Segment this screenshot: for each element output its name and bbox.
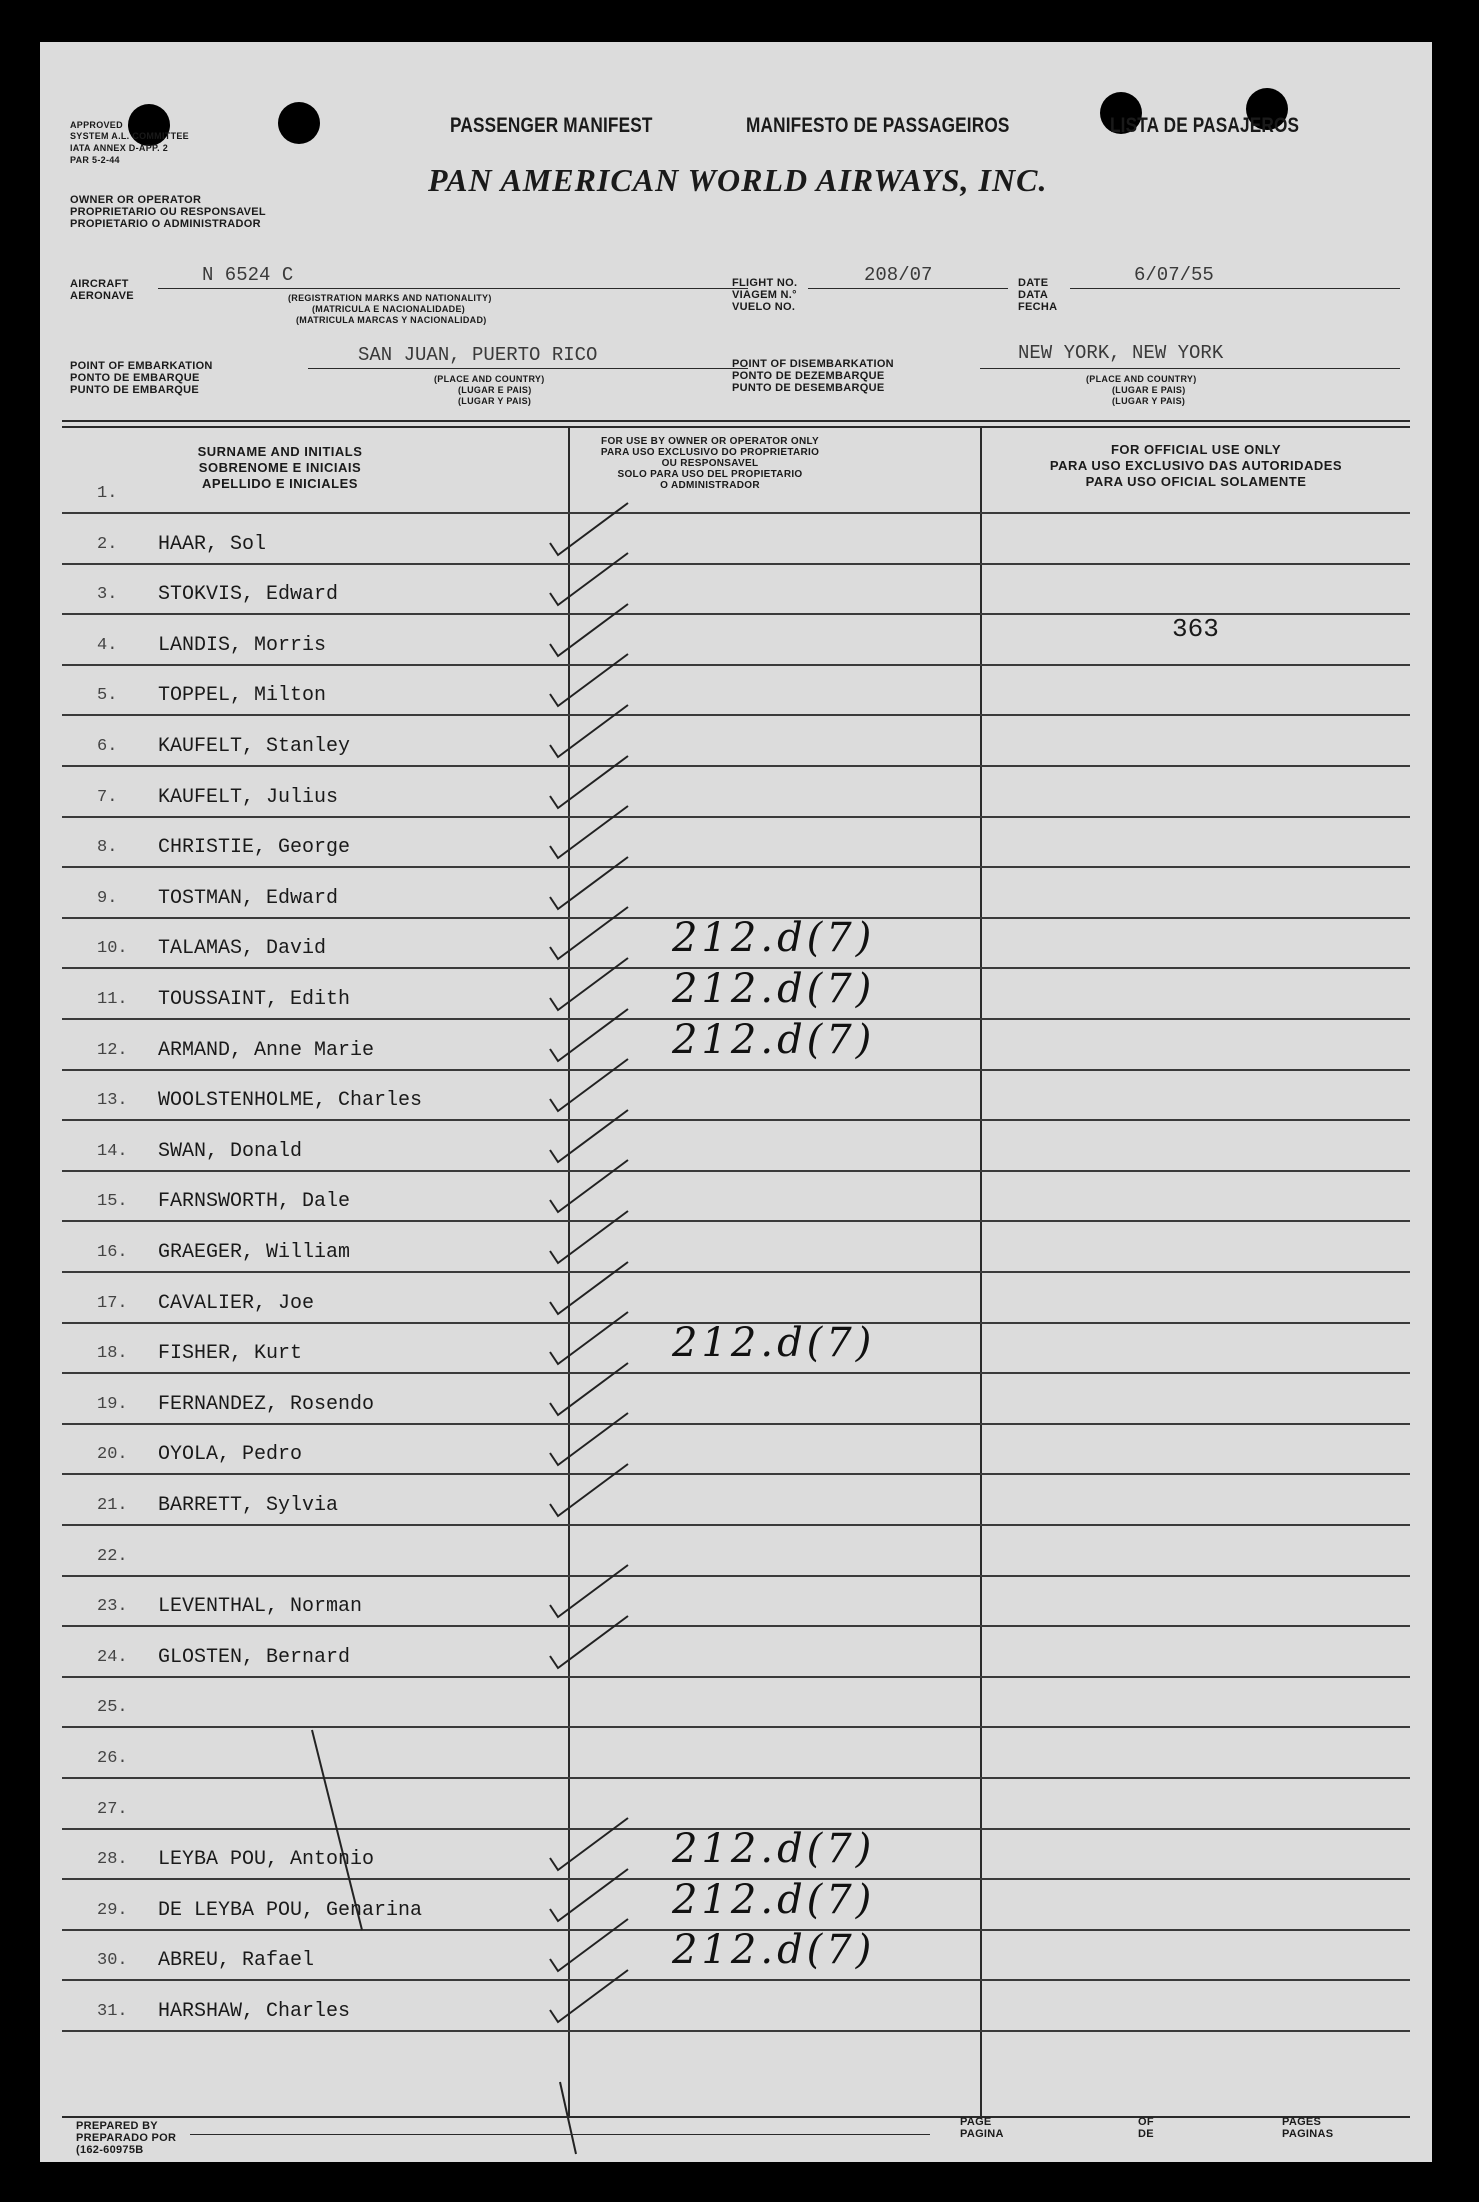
checkmark-icon <box>550 1262 628 1314</box>
checkmark-icon <box>550 1160 628 1212</box>
embarkation-label: PONTO DE EMBARQUE <box>70 372 200 384</box>
checkmark-icon <box>550 1312 628 1364</box>
passenger-name: FERNANDEZ, Rosendo <box>158 1393 375 1416</box>
checkmark-icon <box>550 756 628 808</box>
disembarkation-label: PUNTO DE DESEMBARQUE <box>732 382 885 394</box>
checkmark-icon <box>550 553 628 605</box>
passenger-name: STOKVIS, Edward <box>158 583 339 606</box>
row-number: 26. <box>97 1749 128 1768</box>
passenger-name: TOPPEL, Milton <box>158 684 327 707</box>
checkmark-icon <box>550 1464 628 1516</box>
checkmark-icon <box>550 857 628 909</box>
status-note: 212.d(7) <box>672 1017 876 1063</box>
of-label: DE <box>1138 2128 1154 2140</box>
row-number: 20. <box>97 1445 128 1464</box>
passenger-name: KAUFELT, Stanley <box>158 735 351 758</box>
owner-label: OWNER OR OPERATOR <box>70 194 202 206</box>
passenger-name: OYOLA, Pedro <box>158 1443 303 1466</box>
prepared-underline <box>190 2134 930 2135</box>
disembarkation-label: PONTO DE DEZEMBARQUE <box>732 370 885 382</box>
checkmark-icon <box>550 1211 628 1263</box>
passenger-name: GRAEGER, William <box>158 1241 351 1264</box>
row-number: 27. <box>97 1800 128 1819</box>
passenger-name: TOSTMAN, Edward <box>158 887 339 910</box>
checkmark-icon <box>550 705 628 757</box>
column-header-line: SURNAME AND INITIALS <box>197 444 363 459</box>
title-portuguese: MANIFESTO DE PASSAGEIROS <box>746 114 1010 137</box>
manifest-page <box>40 42 1432 2162</box>
passenger-name: WOOLSTENHOLME, Charles <box>158 1089 423 1112</box>
pages-label: PAGINAS <box>1282 2128 1334 2140</box>
official-number: 363 <box>1172 614 1219 644</box>
status-note: 212.d(7) <box>672 1826 876 1872</box>
footer-rule <box>62 2116 1410 2118</box>
passenger-name: CAVALIER, Joe <box>158 1292 315 1315</box>
checkmark-icon <box>550 1970 628 2022</box>
disembarkation-sublabel: (PLACE AND COUNTRY) <box>1086 374 1197 384</box>
row-number: 9. <box>97 889 118 908</box>
checkmark-icon <box>550 1413 628 1465</box>
row-number: 1. <box>97 484 118 503</box>
aircraft-sublabel: (MATRICULA MARCAS Y NACIONALIDAD) <box>296 315 487 325</box>
passenger-name: LEVENTHAL, Norman <box>158 1595 363 1618</box>
date-label: FECHA <box>1018 301 1058 313</box>
airline-name: PAN AMERICAN WORLD AIRWAYS, INC. <box>428 162 1048 198</box>
passenger-name: FISHER, Kurt <box>158 1342 303 1365</box>
page-label: PAGINA <box>960 2128 1004 2140</box>
row-number: 5. <box>97 686 118 705</box>
checkmark-icon <box>550 1565 628 1617</box>
checkmark-icon <box>550 1009 628 1061</box>
passenger-name: BARRETT, Sylvia <box>158 1494 339 1517</box>
passenger-name: CHRISTIE, George <box>158 836 351 859</box>
status-note: 212.d(7) <box>672 1877 876 1923</box>
approval-line: IATA ANNEX D-APP. 2 <box>70 143 169 153</box>
passenger-name: TALAMAS, David <box>158 937 327 960</box>
column-header-line: SOLO PARA USO DEL PROPIETARIO <box>617 469 803 480</box>
passenger-name: KAUFELT, Julius <box>158 786 339 809</box>
column-header-line: FOR OFFICIAL USE ONLY <box>1110 442 1282 457</box>
row-number: 22. <box>97 1547 128 1566</box>
owner-label: PROPRIETARIO OU RESPONSAVEL <box>70 206 266 218</box>
checkmark-icon <box>550 1363 628 1415</box>
passenger-name: SWAN, Donald <box>158 1140 303 1163</box>
date-label: DATA <box>1018 289 1049 301</box>
row-number: 14. <box>97 1142 128 1161</box>
owner-label: PROPIETARIO O ADMINISTRADOR <box>70 218 261 230</box>
row-number: 23. <box>97 1597 128 1616</box>
checkmark-icon <box>550 503 628 555</box>
status-note: 212.d(7) <box>672 966 876 1012</box>
passenger-name: TOUSSAINT, Edith <box>158 988 351 1011</box>
checkmark-icon <box>550 1616 628 1668</box>
row-number: 31. <box>97 2002 128 2021</box>
embarkation-value: SAN JUAN, PUERTO RICO <box>358 344 598 366</box>
checkmark-icon <box>550 1110 628 1162</box>
column-header-line: FOR USE BY OWNER OR OPERATOR ONLY <box>601 436 819 447</box>
aircraft-label: AIRCRAFT <box>70 278 129 290</box>
approval-line: SYSTEM A.L. COMMITTEE <box>70 131 189 141</box>
aircraft-value: N 6524 C <box>202 264 294 286</box>
row-number: 15. <box>97 1192 128 1211</box>
checkmark-icon <box>550 604 628 656</box>
embarkation-sublabel: (PLACE AND COUNTRY) <box>434 374 545 384</box>
flight-label: FLIGHT NO. <box>732 277 798 289</box>
row-number: 16. <box>97 1243 128 1262</box>
column-header-line: OU RESPONSAVEL <box>661 458 759 469</box>
embarkation-label: POINT OF EMBARKATION <box>70 360 213 372</box>
row-number: 3. <box>97 585 118 604</box>
row-number: 21. <box>97 1496 128 1515</box>
embarkation-label: PUNTO DE EMBARQUE <box>70 384 199 396</box>
row-number: 19. <box>97 1395 128 1414</box>
checkmark-icon <box>550 1919 628 1971</box>
passenger-name: ABREU, Rafael <box>158 1949 315 1972</box>
checkmark-icon <box>550 958 628 1010</box>
row-number: 30. <box>97 1951 128 1970</box>
embarkation-sublabel: (LUGAR Y PAIS) <box>458 396 532 406</box>
column-header-line: O ADMINISTRADOR <box>660 480 760 491</box>
approval-line: PAR 5-2-44 <box>70 155 120 165</box>
checkmark-icon <box>550 907 628 959</box>
pages-label: PAGES <box>1282 2116 1322 2128</box>
of-label: OF <box>1138 2116 1154 2128</box>
prepared-label: PREPARED BY <box>76 2120 158 2132</box>
row-number: 29. <box>97 1901 128 1920</box>
flight-value: 208/07 <box>864 264 933 286</box>
flight-label: VIAGEM N.° <box>732 289 797 301</box>
row-number: 7. <box>97 788 118 807</box>
column-header-line: PARA USO EXCLUSIVO DO PROPRIETARIO <box>600 447 820 458</box>
row-number: 28. <box>97 1850 128 1869</box>
row-number: 8. <box>97 838 118 857</box>
row-number: 10. <box>97 939 128 958</box>
checkmark-icon <box>550 1059 628 1111</box>
date-label: DATE <box>1018 277 1049 289</box>
form-number: (162-60975B <box>76 2144 144 2156</box>
embarkation-sublabel: (LUGAR E PAIS) <box>458 385 532 395</box>
title-spanish: LISTA DE PASAJEROS <box>1110 114 1300 137</box>
row-number: 11. <box>97 990 128 1009</box>
row-number: 24. <box>97 1648 128 1667</box>
passenger-name: FARNSWORTH, Dale <box>158 1190 351 1213</box>
row-number: 18. <box>97 1344 128 1363</box>
row-number: 13. <box>97 1091 128 1110</box>
page-label: PAGE <box>960 2116 992 2128</box>
checkmark-icon <box>550 1818 628 1870</box>
date-value: 6/07/55 <box>1134 264 1214 286</box>
row-number: 25. <box>97 1698 128 1717</box>
column-header-line: SOBRENOME E INICIAIS <box>198 460 362 475</box>
disembarkation-label: POINT OF DISEMBARKATION <box>732 358 894 370</box>
row-number: 6. <box>97 737 118 756</box>
flight-label: VUELO NO. <box>732 301 796 313</box>
prepared-label: PREPARADO POR <box>76 2132 177 2144</box>
disembarkation-sublabel: (LUGAR E PAIS) <box>1112 385 1186 395</box>
passenger-name: GLOSTEN, Bernard <box>158 1646 351 1669</box>
passenger-name: DE LEYBA POU, Genarina <box>158 1899 423 1922</box>
row-number: 4. <box>97 636 118 655</box>
aircraft-label: AERONAVE <box>70 290 134 302</box>
checkmark-icon <box>550 1869 628 1921</box>
row-number: 2. <box>97 535 118 554</box>
aircraft-sublabel: (MATRICULA E NACIONALIDADE) <box>312 304 466 314</box>
row-number: 17. <box>97 1294 128 1313</box>
checkmark-icon <box>550 806 628 858</box>
column-header-line: PARA USO OFICIAL SOLAMENTE <box>1085 474 1307 489</box>
status-note: 212.d(7) <box>672 1320 876 1366</box>
title-english: PASSENGER MANIFEST <box>450 114 653 137</box>
row-number: 12. <box>97 1041 128 1060</box>
passenger-name: LEYBA POU, Antonio <box>158 1848 375 1871</box>
aircraft-sublabel: (REGISTRATION MARKS AND NATIONALITY) <box>288 293 492 303</box>
disembarkation-sublabel: (LUGAR Y PAIS) <box>1112 396 1186 406</box>
column-header-line: PARA USO EXCLUSIVO DAS AUTORIDADES <box>1049 458 1343 473</box>
passenger-name: LANDIS, Morris <box>158 634 327 657</box>
column-header-line: APELLIDO E INICIALES <box>202 476 358 491</box>
passenger-name: HARSHAW, Charles <box>158 2000 351 2023</box>
status-note: 212.d(7) <box>672 915 876 961</box>
strike-line <box>560 2082 576 2154</box>
passenger-name: ARMAND, Anne Marie <box>158 1039 375 1062</box>
status-note: 212.d(7) <box>672 1927 876 1973</box>
approval-line: APPROVED <box>70 120 123 130</box>
disembarkation-value: NEW YORK, NEW YORK <box>1018 342 1224 364</box>
passenger-name: HAAR, Sol <box>158 533 267 556</box>
checkmark-icon <box>550 654 628 706</box>
